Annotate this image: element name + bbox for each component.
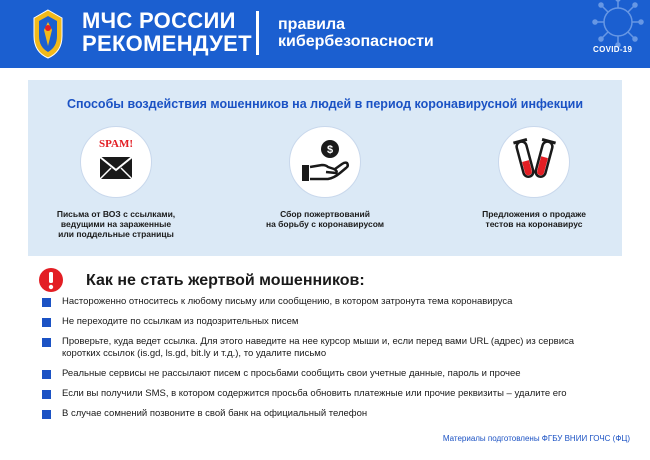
donation-hand-icon [290,127,360,197]
method-tests-line1: Предложения о продаже [482,209,586,219]
header-title-line1: МЧС РОССИИ [82,8,236,33]
method-spam-line1: Письма от ВОЗ с ссылками, [56,209,176,219]
header-title [82,9,252,55]
svg-text:$: $ [326,144,334,156]
method-spam-line3: или поддельные страницы [58,229,174,239]
tip-item [42,316,632,328]
exclamation-icon [38,267,64,293]
tip-item [42,336,632,360]
method-donation-line1: Сбор пожертвований [280,209,370,219]
header-subtitle-line1: правила [278,16,346,33]
method-donation-caption [245,209,405,229]
method-donation [245,126,405,229]
tip-item [42,296,632,308]
bullet-square-icon [42,298,51,307]
method-spam-circle [80,126,152,198]
methods-panel [28,80,622,256]
emergency-emblem-icon [28,6,68,62]
bullet-square-icon [42,318,51,327]
covid-label: COVID-19 [593,45,633,54]
method-tests-caption [454,209,614,229]
spam-badge: SPAM! [98,138,134,150]
method-donation-line2: на борьбу с коронавирусом [265,219,385,229]
header-divider [256,11,259,55]
tip-item [42,408,632,420]
bullet-square-icon [42,410,51,419]
spam-envelope-icon [81,127,151,197]
test-tubes-icon [499,127,569,197]
warning-title: Как не стать жертвой мошенников: [86,272,365,289]
tips-list [42,296,632,428]
bullet-square-icon [42,338,51,347]
method-spam-caption [36,209,196,239]
method-tests [454,126,614,229]
method-spam [36,126,196,239]
footer-credit: Материалы подготовлены ФГБУ ВНИИ ГОЧС (ФЦ) [442,434,630,443]
tip-text: В случае сомнений позвоните в свой банк на официальный телефон [62,408,368,419]
tip-text: Если вы получили SMS, в котором содержится просьба обновить платежные или прочие реквизиты – удалите его [62,388,567,399]
tip-text: Не переходите по ссылкам из подозрительных писем [62,316,299,327]
methods-title: Способы воздействия мошенников на людей в период коронавирусной инфекции [66,97,584,111]
virus-icon [570,0,650,66]
method-spam-line2: ведущими на зараженные [60,219,172,229]
tip-item [42,368,632,380]
method-tests-line2: тестов на коронавирус [485,219,583,229]
header-subtitle-line2: кибербезопасности [278,33,434,50]
method-tests-circle [498,126,570,198]
header-subtitle [278,16,434,50]
tip-item [42,388,632,400]
tip-text: Настороженно относитесь к любому письму или сообщению, в котором затронута тема коронавируса [62,296,513,307]
tip-text: Реальные сервисы не рассылают писем с просьбами сообщить свои учетные данные, пароль и прочее [62,368,521,379]
bullet-square-icon [42,390,51,399]
header-title-line2: РЕКОМЕНДУЕТ [82,31,252,56]
bullet-square-icon [42,370,51,379]
header-banner [0,0,650,68]
tip-text: Проверьте, куда ведет ссылка. Для этого наведите на нее курсор мыши и, если перед вами URL (адрес) из сервиса коротких ссылок (is.gd, ls.gd, bit.ly и т.д.), то удалите письмо [62,336,575,359]
method-donation-circle [289,126,361,198]
